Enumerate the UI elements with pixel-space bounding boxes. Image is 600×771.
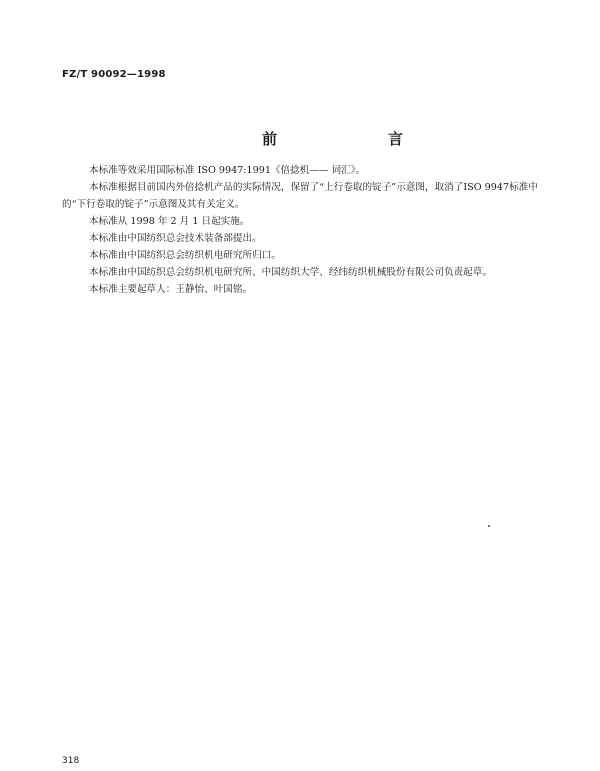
paragraph-scope: 本标准根据目前国内外倍捻机产品的实际情况，保留了“上行卷取的锭子”示意图，取消了ISO 9947标准中的“下行卷取的锭子”示意图及其有关定义。: [62, 182, 538, 210]
paragraph-proposer: 本标准由中国纺织总会技术装备部提出。: [89, 233, 262, 244]
page-title: 前 言: [262, 130, 452, 148]
paragraph-effective-date: 本标准从 1998 年 2 月 1 日起实施。: [89, 216, 250, 227]
paragraph-adoption: 本标准等效采用国际标准 ISO 9947:1991《倍捻机—— 词汇》。: [89, 165, 366, 176]
paragraph-drafters: 本标准主要起草人：王静怡、叶国铭。: [89, 284, 253, 295]
scan-speck: [488, 525, 490, 527]
paragraph-centralized: 本标准由中国纺织总会纺织机电研究所归口。: [89, 250, 281, 261]
standard-code: FZ/T 90092—1998: [62, 69, 166, 80]
foreword-body: [62, 162, 546, 298]
page-number: 318: [62, 756, 80, 766]
paragraph-drafting-units: 本标准由中国纺织总会纺织机电研究所、中国纺织大学、经纬纺织机械股份有限公司负责起草。: [89, 267, 492, 278]
